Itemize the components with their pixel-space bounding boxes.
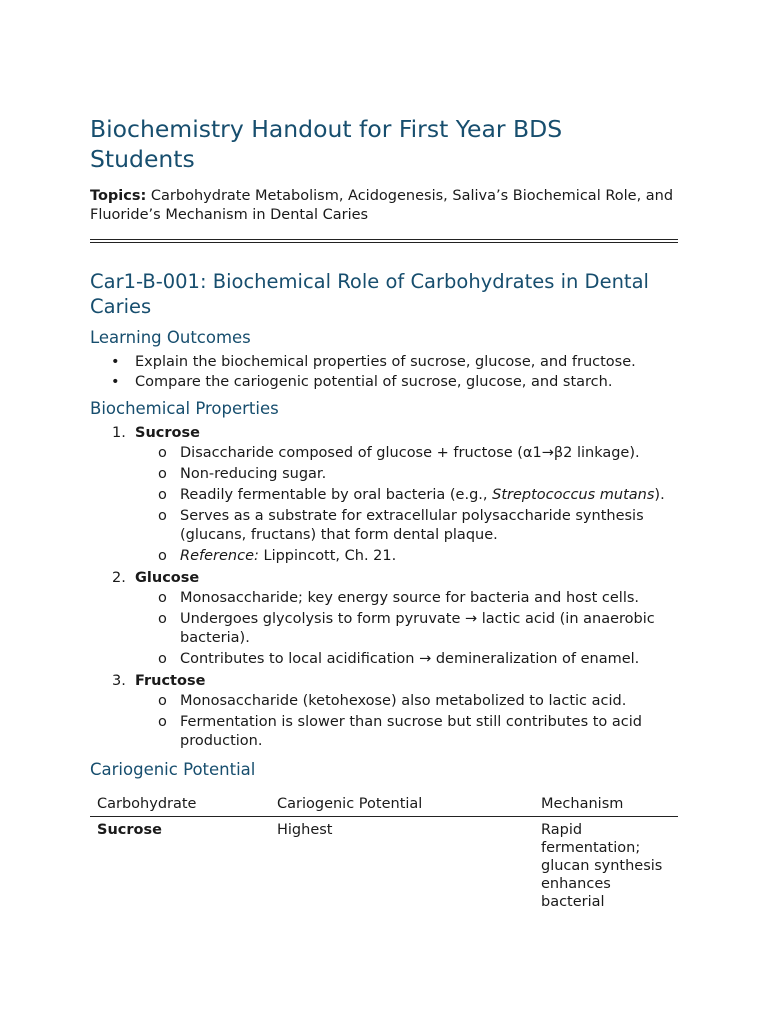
- circle-bullet-icon: o: [158, 651, 167, 667]
- topics-line: [90, 187, 678, 225]
- circle-bullet-icon: o: [158, 508, 167, 524]
- circle-bullet-icon: o: [158, 487, 167, 503]
- sub-list-item: o Non-reducing sugar.: [158, 466, 327, 482]
- sub-list-item: o Undergoes glycolysis to form pyruvate → lactic acid (in anaerobic bacteria).: [158, 611, 655, 646]
- table-cell: Rapid fermentation; glucan synthesis enhances bacterial: [541, 822, 663, 910]
- property-item-sucrose: 1. Sucrose o Disaccharide composed of glucose + fructose (α1→β2 linkage). o Non-reducing sugar. o Readily fermentable by oral bacteria (e.g., Streptococcus mutans). o Serves as a substrate for extracellular polysaccharide synthesis (glucans, fructans) that form dental plaque. o Reference: Lippincott, Ch. 21.: [90, 423, 678, 566]
- circle-bullet-icon: o: [158, 590, 167, 606]
- properties-list: [90, 423, 678, 751]
- handout-page: [90, 114, 678, 911]
- property-name: Sucrose: [135, 425, 200, 441]
- circle-bullet-icon: o: [158, 714, 167, 730]
- cariogenic-table: [90, 791, 678, 911]
- column-header: Cariogenic Potential: [270, 791, 534, 817]
- sub-list-item: o Monosaccharide (ketohexose) also metabolized to lactic acid.: [158, 693, 627, 709]
- property-item-glucose: 2. Glucose o Monosaccharide; key energy source for bacteria and host cells. o Undergoes glycolysis to form pyruvate → lactic acid (in anaerobic bacteria). o Contributes to local acidification → demineralization of enamel.: [90, 568, 678, 669]
- sub-list-item: o Serves as a substrate for extracellular polysaccharide synthesis (glucans, fructans) that form dental plaque.: [158, 508, 644, 543]
- property-name: Glucose: [135, 570, 200, 586]
- column-header: Carbohydrate: [90, 791, 270, 817]
- circle-bullet-icon: o: [158, 548, 167, 564]
- learning-outcomes-list: [90, 352, 678, 392]
- topics-text: Carbohydrate Metabolism, Acidogenesis, Saliva’s Biochemical Role, and Fluoride’s Mechanism in Dental Caries: [90, 188, 674, 223]
- biochemical-properties-heading: Biochemical Properties: [90, 399, 279, 418]
- table-cell: Sucrose: [97, 822, 162, 838]
- section-title: Car1-B-001: Biochemical Role of Carbohydrates in Dental Caries: [90, 270, 649, 318]
- table-cell: Highest: [277, 822, 333, 838]
- column-header: Mechanism: [534, 791, 678, 817]
- property-name: Fructose: [135, 673, 206, 689]
- cariogenic-potential-heading: Cariogenic Potential: [90, 760, 256, 779]
- sub-list-item: o Monosaccharide; key energy source for bacteria and host cells.: [158, 590, 640, 606]
- bullet-icon: •: [111, 354, 120, 370]
- bullet-icon: •: [111, 374, 120, 390]
- topics-label: Topics:: [90, 188, 147, 204]
- circle-bullet-icon: o: [158, 693, 167, 709]
- property-item-fructose: 3. Fructose o Monosaccharide (ketohexose) also metabolized to lactic acid. o Fermentation is slower than sucrose but still contributes to acid production.: [90, 671, 678, 751]
- list-item: • Explain the biochemical properties of sucrose, glucose, and fructose.: [111, 354, 636, 370]
- circle-bullet-icon: o: [158, 466, 167, 482]
- sub-list-item: o Disaccharide composed of glucose + fructose (α1→β2 linkage).: [158, 445, 640, 461]
- circle-bullet-icon: o: [158, 611, 167, 627]
- document-title: Biochemistry Handout for First Year BDS Students: [90, 115, 563, 173]
- double-rule-divider: [90, 239, 678, 243]
- sub-list-item: o Fermentation is slower than sucrose but still contributes to acid production.: [158, 714, 642, 749]
- sub-list-item: o Readily fermentable by oral bacteria (e.g., Streptococcus mutans).: [158, 487, 665, 503]
- sub-list-item: o Contributes to local acidification → demineralization of enamel.: [158, 651, 640, 667]
- list-item: • Compare the cariogenic potential of sucrose, glucose, and starch.: [111, 374, 613, 390]
- sub-list-item: o Reference: Lippincott, Ch. 21.: [158, 548, 397, 564]
- table-row: [90, 817, 678, 912]
- circle-bullet-icon: o: [158, 445, 167, 461]
- table-header-row: [90, 791, 678, 817]
- learning-outcomes-heading: Learning Outcomes: [90, 328, 251, 347]
